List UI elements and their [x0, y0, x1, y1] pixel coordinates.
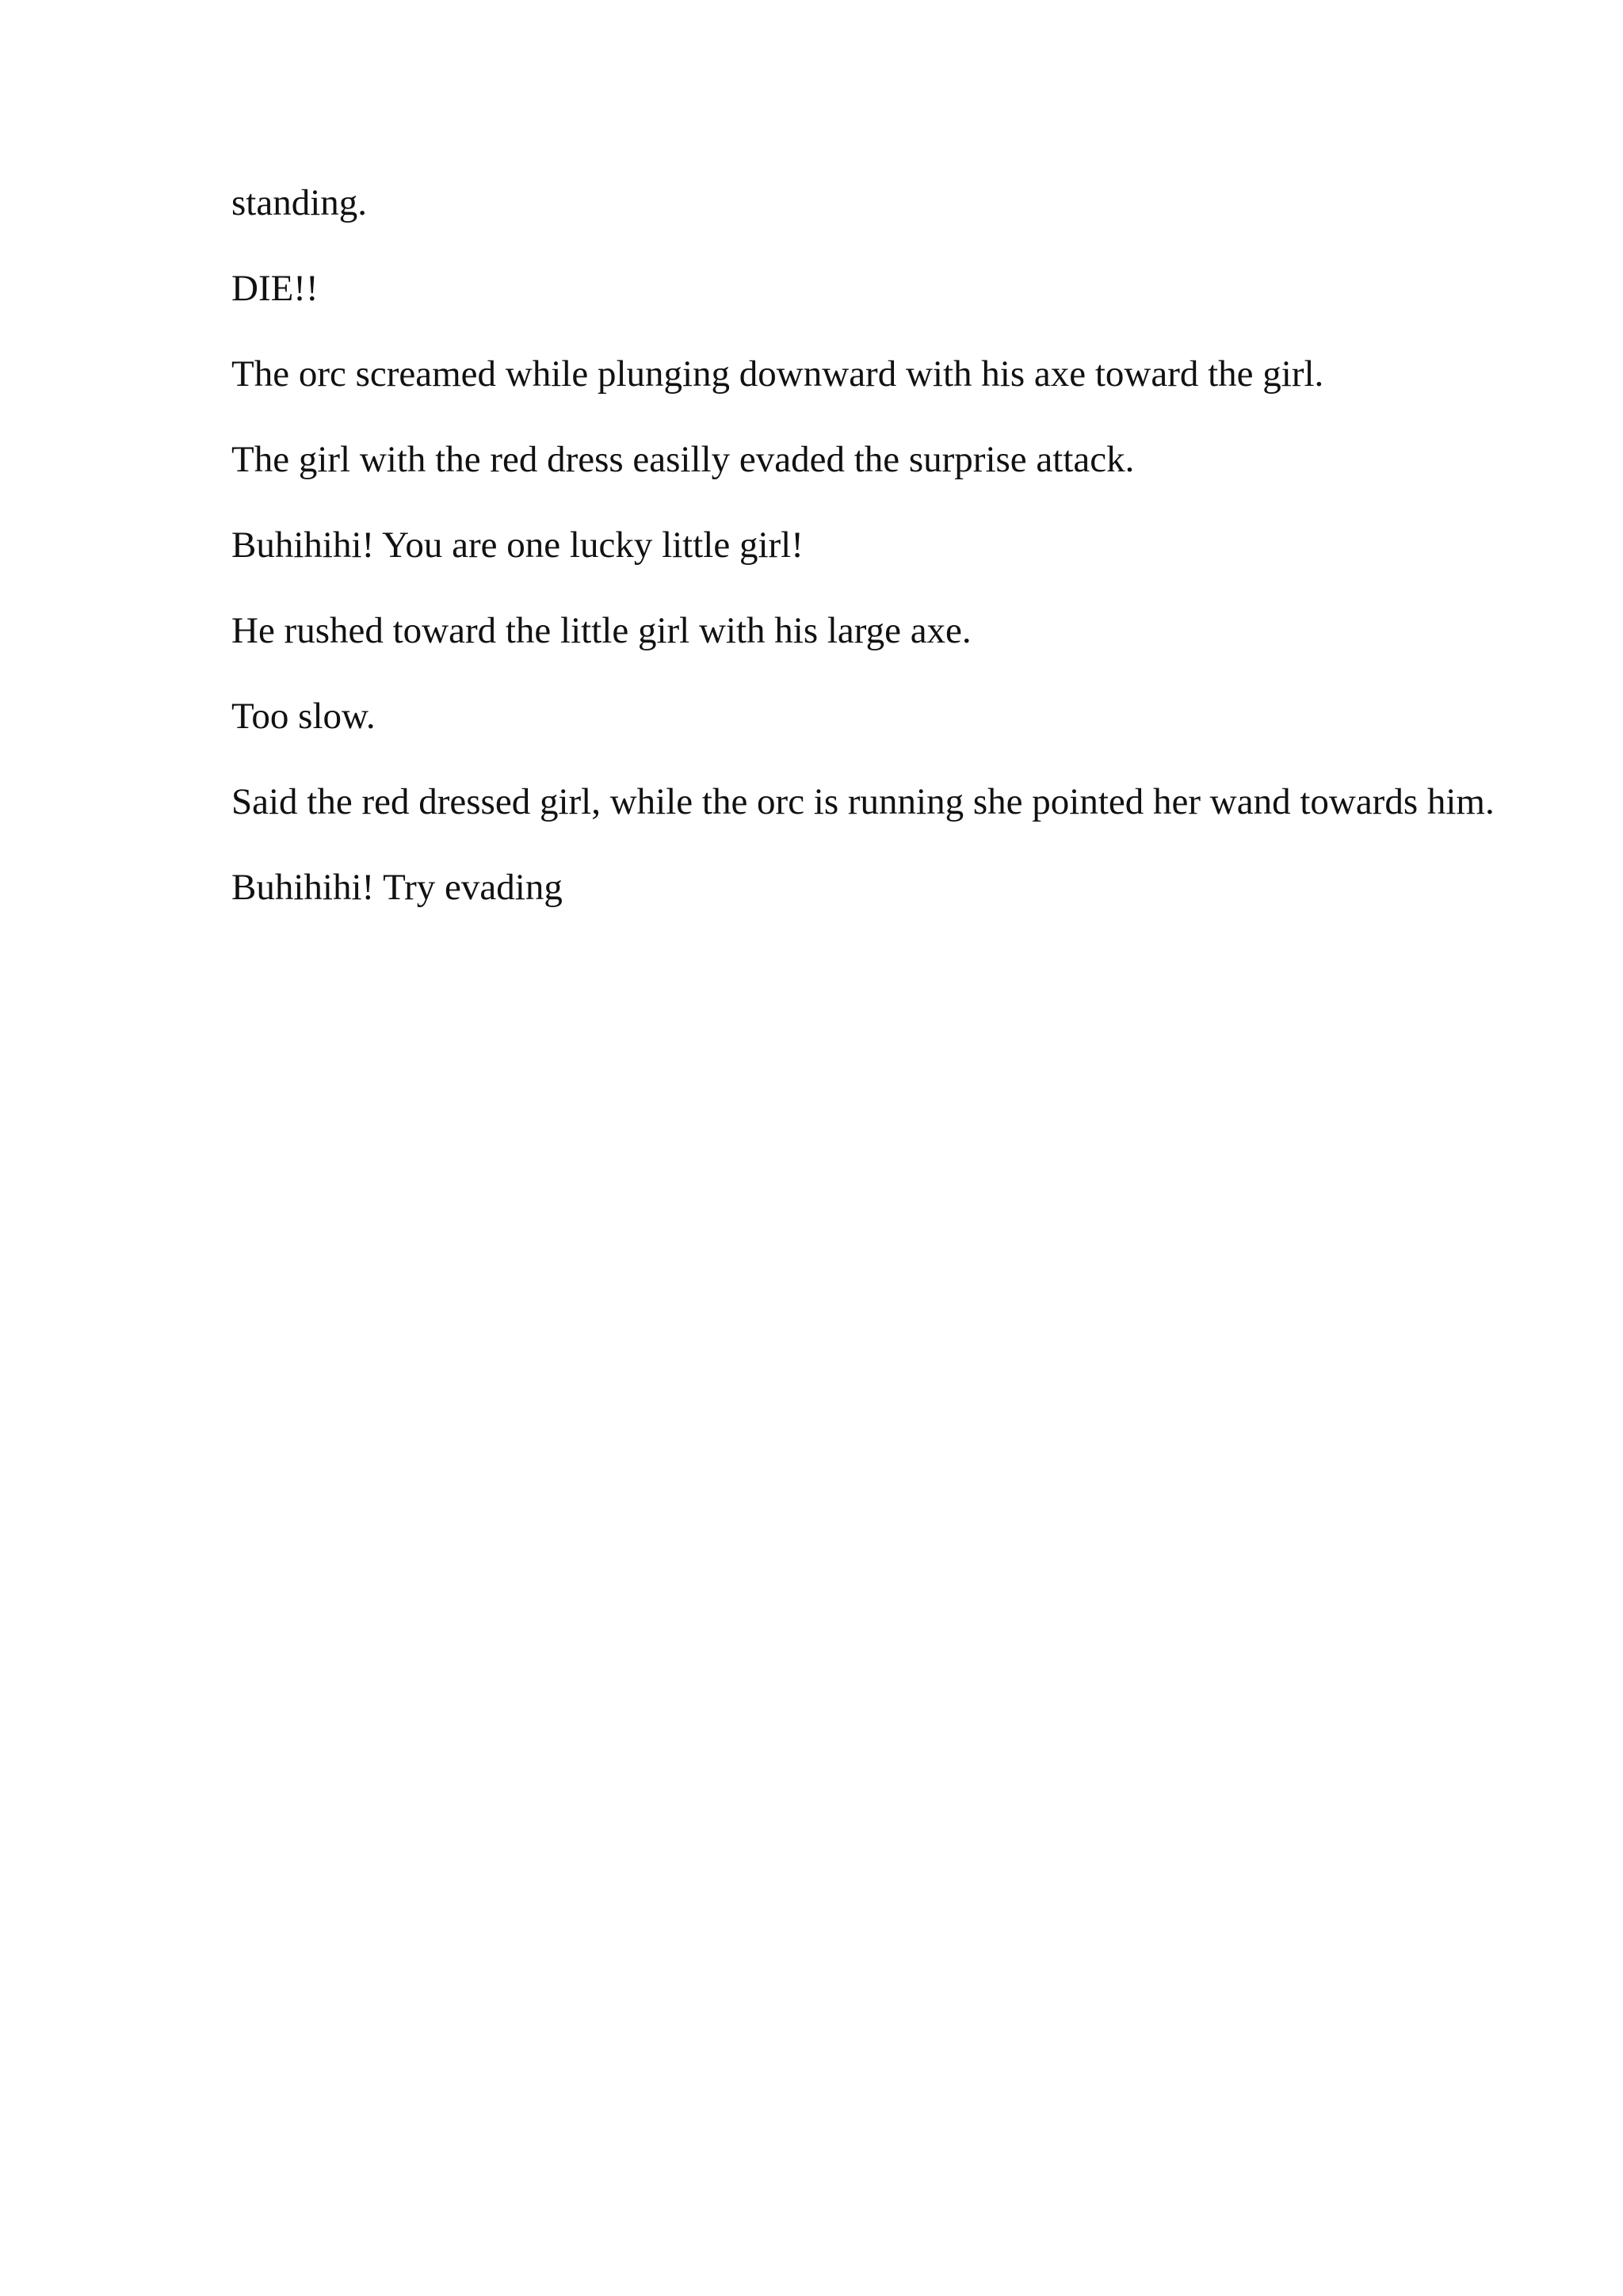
paragraph: Said the red dressed girl, while the orc is running she pointed her wand towards him. [231, 781, 1495, 822]
paragraph: DIE!! [231, 268, 319, 309]
paragraph: He rushed toward the little girl with his large axe. [231, 610, 972, 651]
paragraph: The orc screamed while plunging downward with his axe toward the girl. [231, 353, 1324, 395]
paragraph: standing. [231, 182, 368, 223]
paragraph: Buhihihi! You are one lucky little girl! [231, 524, 804, 566]
paragraph: The girl with the red dress easilly evaded the surprise attack. [231, 439, 1135, 480]
paragraph: Buhihihi! Try evading [231, 867, 563, 908]
paragraph: Too slow. [231, 696, 376, 737]
document-body [231, 181, 1594, 951]
